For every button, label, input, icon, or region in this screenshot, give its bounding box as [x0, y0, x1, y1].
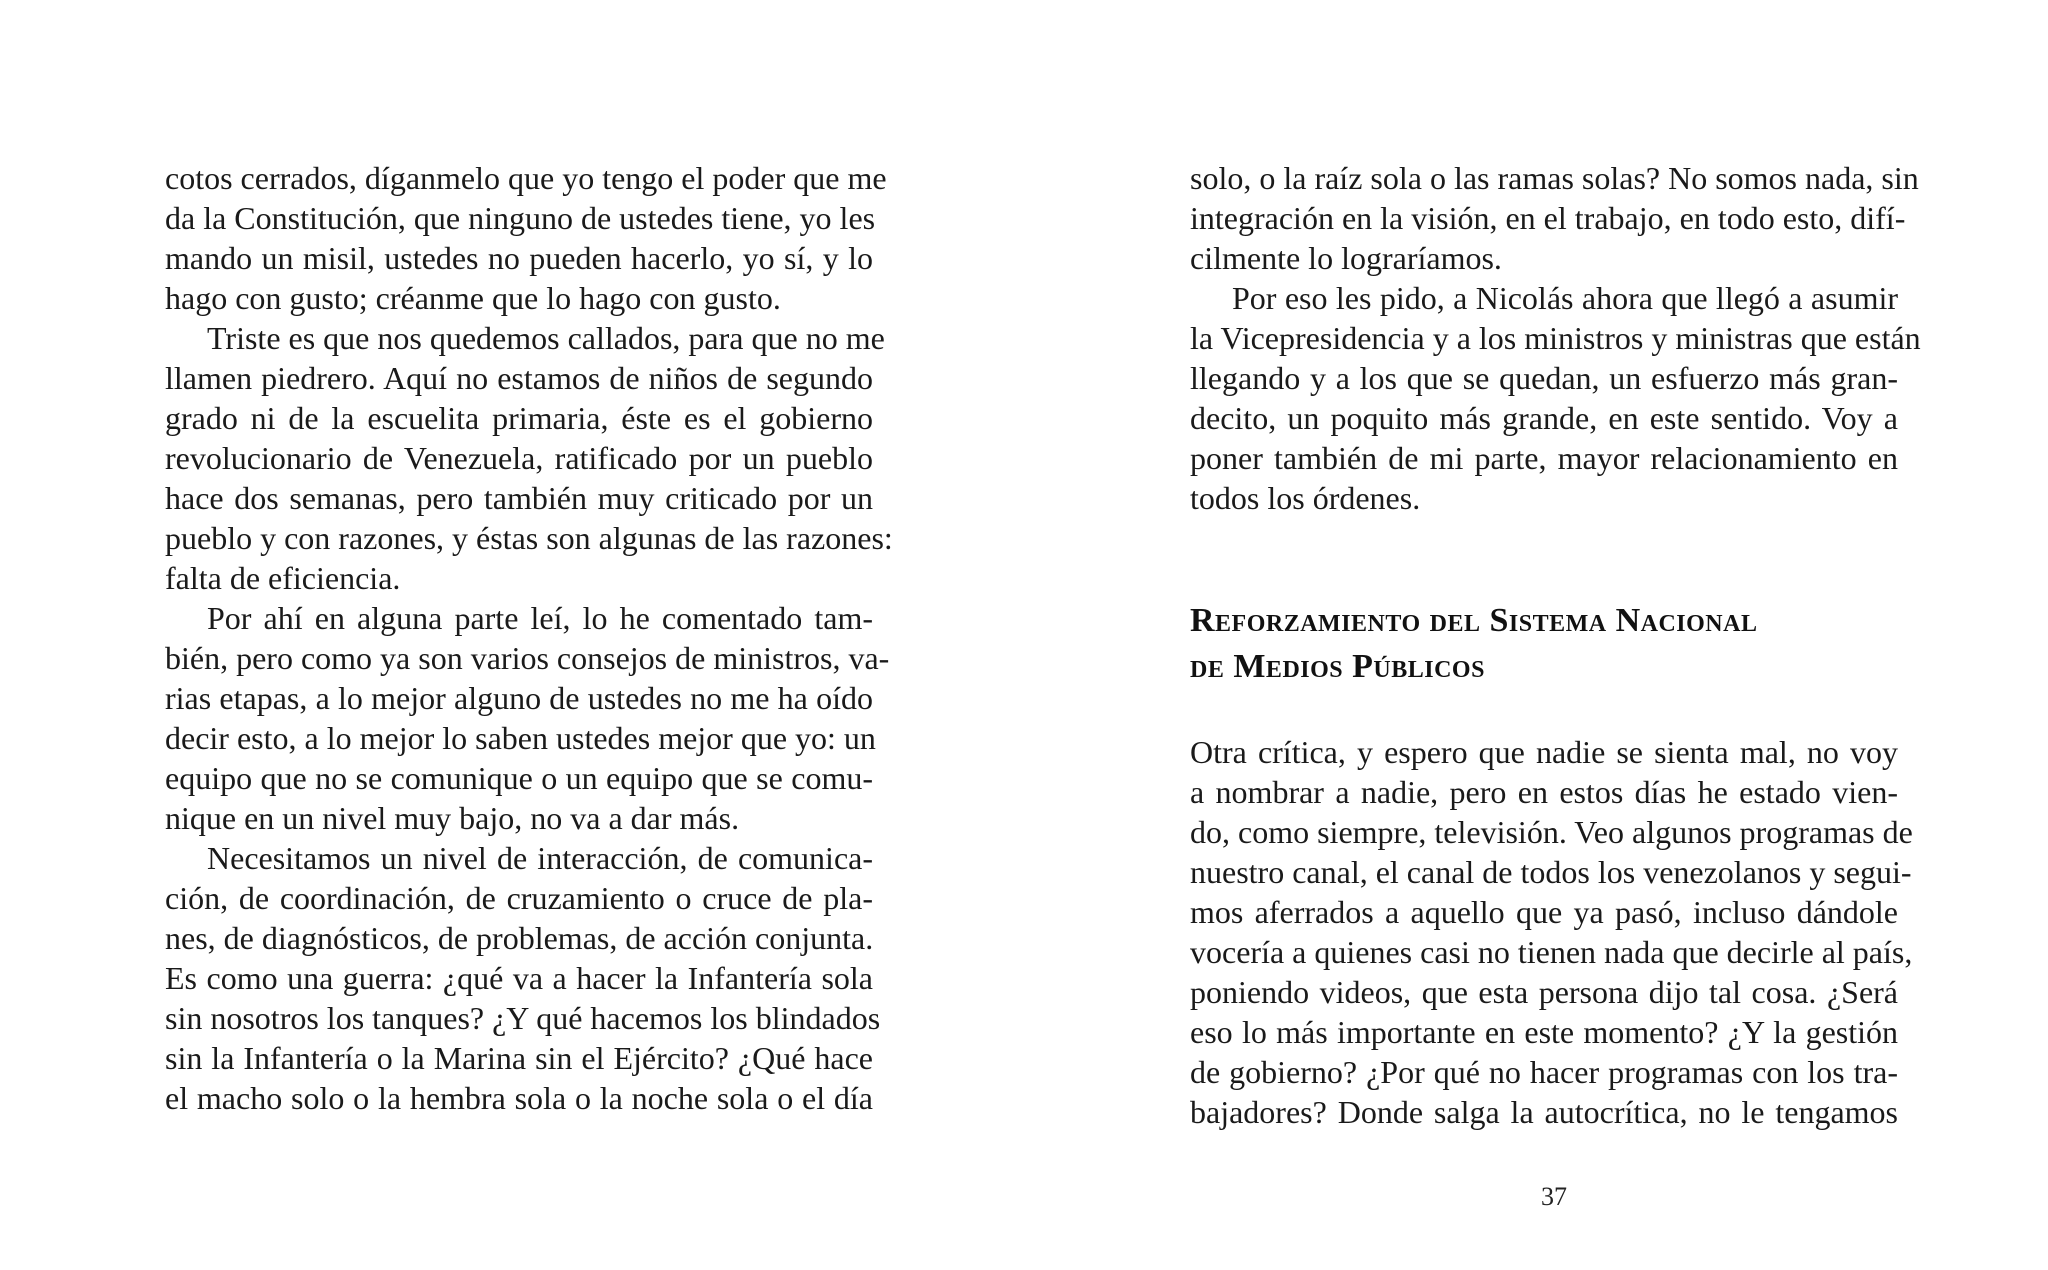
- section-heading: [1190, 598, 1898, 690]
- text-line: sin nosotros los tanques? ¿Y qué hacemos los blindados: [165, 1000, 881, 1036]
- text-line: decito, un poquito más grande, en este sentido. Voy a: [1190, 400, 1898, 436]
- text-line: nes, de diagnósticos, de problemas, de acción conjunta.: [165, 920, 874, 956]
- text-line: el macho solo o la hembra sola o la noche sola o el día: [165, 1080, 873, 1116]
- text-line: la Vicepresidencia y a los ministros y ministras que están: [1190, 320, 1921, 356]
- text-line: ción, de coordinación, de cruzamiento o cruce de pla-: [165, 880, 873, 916]
- page-number: 37: [1541, 1182, 1567, 1211]
- text-line: vocería a quienes casi no tienen nada que decirle al país,: [1190, 934, 1913, 970]
- text-line: todos los órdenes.: [1190, 480, 1421, 516]
- text-line: llamen piedrero. Aquí no estamos de niños de segundo: [165, 360, 873, 396]
- text-line: Necesitamos un nivel de interacción, de comunica-: [207, 840, 873, 876]
- left-page-text: [165, 158, 893, 1118]
- text-line: hace dos semanas, pero también muy criticado por un: [165, 480, 873, 516]
- text-line: rias etapas, a lo mejor alguno de ustedes no me ha oído: [165, 680, 873, 716]
- text-line: eso lo más importante en este momento? ¿Y la gestión: [1190, 1014, 1898, 1050]
- text-line: Triste es que nos quedemos callados, para que no me: [207, 320, 885, 356]
- text-line: pueblo y con razones, y éstas son algunas de las razones:: [165, 520, 893, 556]
- text-line: equipo que no se comunique o un equipo que se comu-: [165, 760, 873, 796]
- text-line: llegando y a los que se quedan, un esfuerzo más gran-: [1190, 360, 1898, 396]
- text-line: da la Constitución, que ninguno de ustedes tiene, yo les: [165, 200, 876, 236]
- text-line: poniendo videos, que esta persona dijo tal cosa. ¿Será: [1190, 974, 1898, 1010]
- text-line: mos aferrados a aquello que ya pasó, incluso dándole: [1190, 894, 1898, 930]
- text-line: solo, o la raíz sola o las ramas solas? No somos nada, sin: [1190, 160, 1919, 196]
- text-line: hago con gusto; créanme que lo hago con gusto.: [165, 280, 781, 316]
- text-line: mando un misil, ustedes no pueden hacerlo, yo sí, y lo: [165, 240, 873, 276]
- text-line: Otra crítica, y espero que nadie se sienta mal, no voy: [1190, 734, 1898, 770]
- text-line: Es como una guerra: ¿qué va a hacer la Infantería sola: [165, 960, 873, 996]
- text-line: falta de eficiencia.: [165, 560, 401, 596]
- text-line: bajadores? Donde salga la autocrítica, no le tengamos: [1190, 1094, 1898, 1130]
- text-line: Por ahí en alguna parte leí, lo he comentado tam-: [207, 600, 873, 636]
- right-page-text-top: [1190, 158, 1921, 518]
- text-line: grado ni de la escuelita primaria, éste es el gobierno: [165, 400, 873, 436]
- section-heading-line: Reforzamiento del Sistema Nacional: [1190, 602, 1758, 639]
- text-line: sin la Infantería o la Marina sin el Ejército? ¿Qué hace: [165, 1040, 873, 1076]
- text-line: cilmente lo lograríamos.: [1190, 240, 1502, 276]
- text-line: poner también de mi parte, mayor relacionamiento en: [1190, 440, 1898, 476]
- text-line: de gobierno? ¿Por qué no hacer programas con los tra-: [1190, 1054, 1898, 1090]
- text-line: cotos cerrados, díganmelo que yo tengo el poder que me: [165, 160, 887, 196]
- text-line: nuestro canal, el canal de todos los venezolanos y segui-: [1190, 854, 1912, 890]
- text-line: revolucionario de Venezuela, ratificado por un pueblo: [165, 440, 873, 476]
- text-line: bién, pero como ya son varios consejos de ministros, va-: [165, 640, 890, 676]
- text-line: decir esto, a lo mejor lo saben ustedes mejor que yo: un: [165, 720, 876, 756]
- right-page: [1024, 0, 2048, 1270]
- text-line: Por eso les pido, a Nicolás ahora que llegó a asumir: [1232, 280, 1898, 316]
- text-line: do, como siempre, televisión. Veo algunos programas de: [1190, 814, 1913, 850]
- section-heading-line: de Medios Públicos: [1190, 648, 1485, 685]
- text-line: integración en la visión, en el trabajo, en todo esto, difí-: [1190, 200, 1906, 236]
- text-line: a nombrar a nadie, pero en estos días he estado vien-: [1190, 774, 1898, 810]
- text-line: nique en un nivel muy bajo, no va a dar más.: [165, 800, 740, 836]
- right-page-text-bottom: [1190, 732, 1913, 1132]
